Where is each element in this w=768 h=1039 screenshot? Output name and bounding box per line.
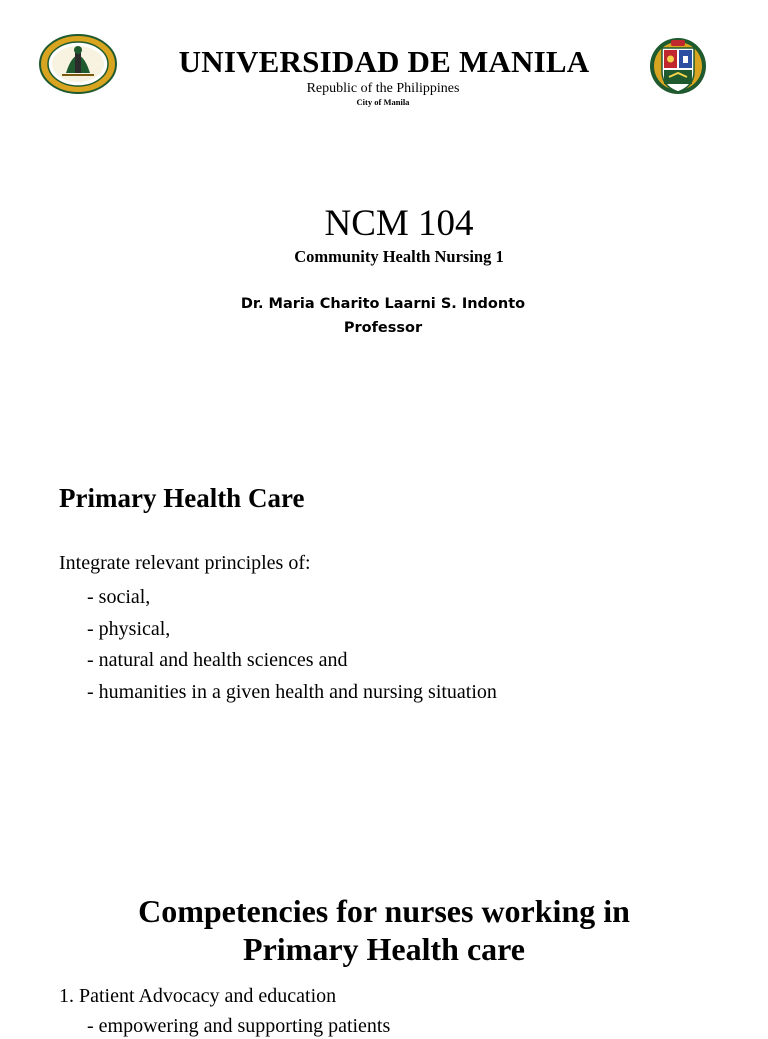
city-line: City of Manila — [356, 97, 410, 107]
republic-line: Republic of the Philippines — [306, 81, 460, 96]
principle-item: - humanities in a given health and nursing situation — [87, 680, 497, 703]
professor-role: Professor — [343, 320, 423, 336]
principle-item: - social, — [87, 586, 151, 608]
professor-name: Dr. Maria Charito Laarni S. Indonto — [240, 296, 526, 312]
competency-subitem: - empowering and supporting patients — [87, 1015, 391, 1037]
principle-item: - natural and health sciences and — [87, 649, 348, 672]
competencies-title — [0, 892, 768, 968]
course-name: Community Health Nursing 1 — [294, 247, 504, 266]
competencies-title-line1: Competencies for nurses working in — [138, 893, 630, 929]
primary-health-care-title: Primary Health Care — [59, 483, 305, 513]
principle-item: - physical, — [87, 617, 171, 640]
course-code: NCM 104 — [324, 203, 474, 244]
university-name: UNIVERSIDAD DE MANILA — [178, 44, 590, 79]
competency-item: 1. Patient Advocacy and education — [59, 985, 337, 1007]
competencies-title-line2: Primary Health care — [243, 931, 525, 967]
principles-intro: Integrate relevant principles of: — [59, 552, 311, 574]
principles-list — [87, 582, 497, 708]
